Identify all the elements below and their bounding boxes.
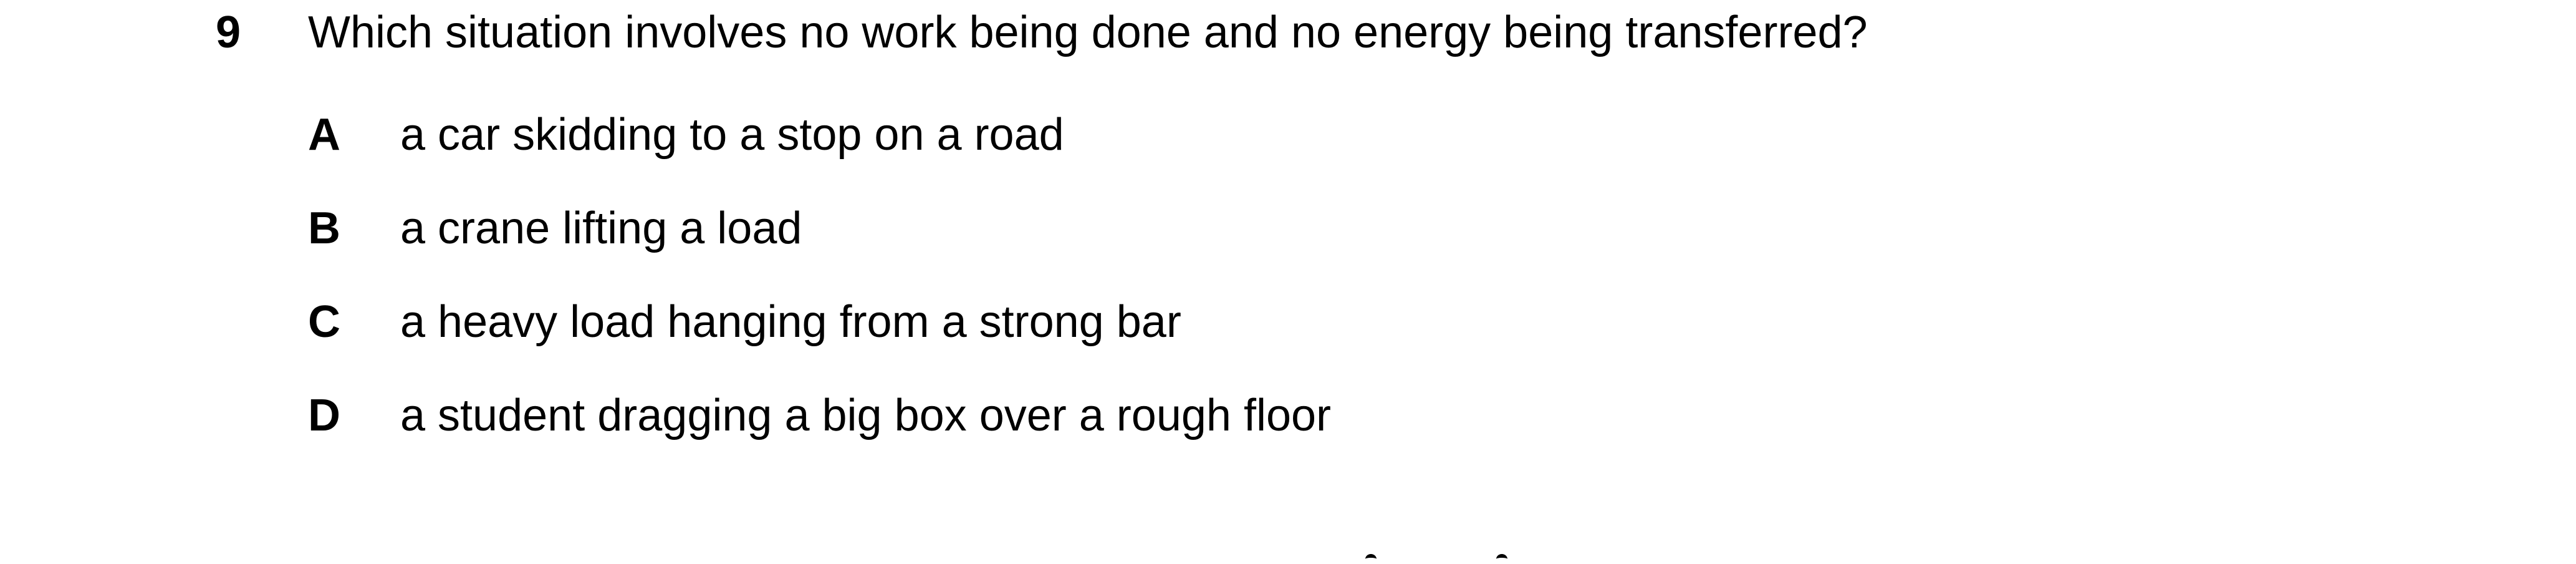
option-text: a student dragging a big box over a rough floor: [400, 391, 1332, 440]
option-letter: D: [308, 391, 340, 440]
option-letter: A: [308, 110, 340, 160]
option-letter: B: [308, 203, 340, 253]
cropped-glyph-mark: [1365, 554, 1377, 564]
option-d[interactable]: [0, 386, 2576, 445]
option-text: a car skidding to a stop on a road: [400, 110, 1064, 160]
question-stem: Which situation involves no work being done and no energy being transferred?: [308, 7, 1868, 57]
cropped-glyph-mark: [1496, 554, 1507, 564]
option-text: a heavy load hanging from a strong bar: [400, 297, 1181, 347]
question-number: 9: [216, 7, 241, 57]
option-text: a crane lifting a load: [400, 203, 802, 253]
option-letter: C: [308, 297, 340, 347]
option-c[interactable]: [0, 292, 2576, 352]
option-a[interactable]: [0, 105, 2576, 165]
cropped-text-fragment: [1340, 552, 1515, 560]
option-b[interactable]: [0, 198, 2576, 258]
